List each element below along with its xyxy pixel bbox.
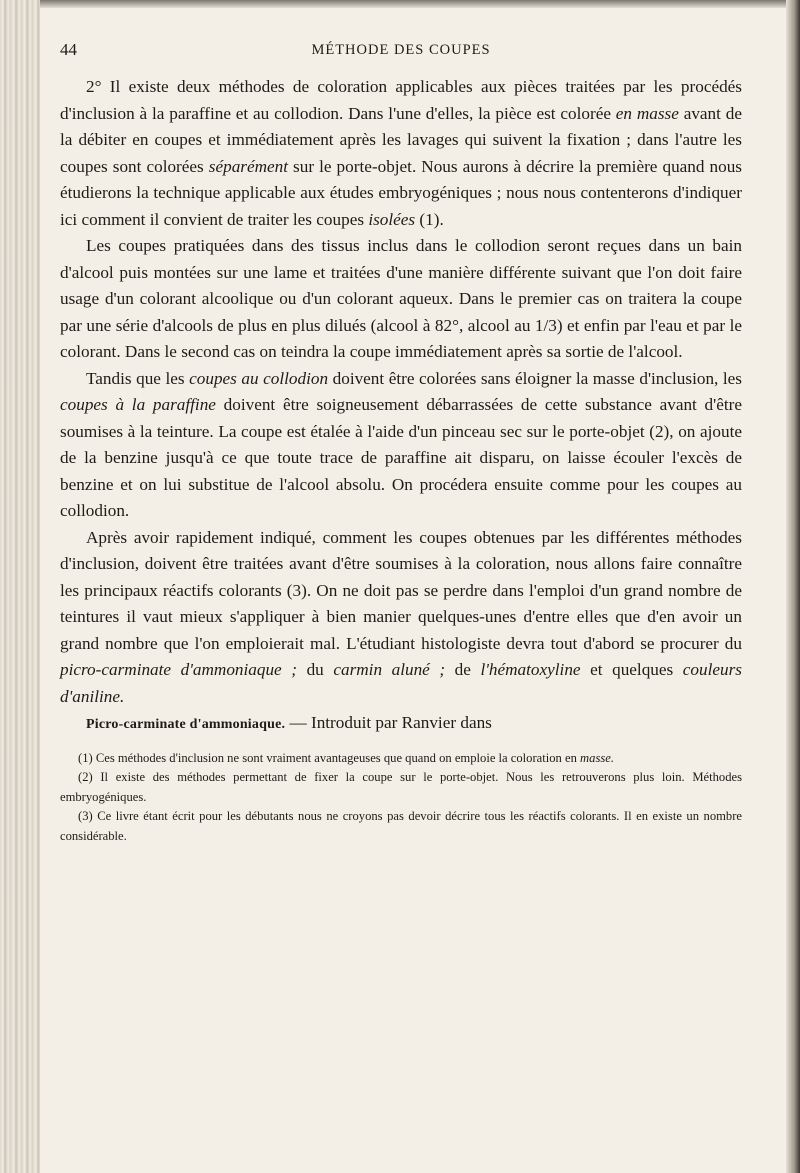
footnote-1: (1) Ces méthodes d'inclusion ne sont vraiment avantageuses que quand on emploie la coloration en masse. [78,750,614,765]
paragraph-staining-reagents: Après avoir rapidement indiqué, comment les coupes obtenues par les différentes méthodes d'inclusion, doivent être traitées avant d'être soumises à la coloration, nous allons faire connaître les principaux réactifs colorants (3). On ne doit pas se perdre dans l'emploi d'un grand nombre de teintures il vaut mieux s'appliquer à bien manier quelques-unes d'entre elles que d'en avoir un grand nombre que l'on emploierait mal. L'étudiant histologiste devra tout d'abord se procurer du picro-carminate d'ammoniaque ; du carmin aluné ; de l'hématoxyline et quelques couleurs d'aniline. [60,527,742,706]
footnote-2: (2) Il existe des méthodes permettant de fixer la coupe sur le porte-objet. Nous les retrouverons plus loin. Méthodes embryogéniques. [60,770,742,804]
paragraph-picro-carminate: Picro-carminate d'ammoniaque. — Introduit par Ranvier dans [86,713,492,732]
page-number: 44 [60,40,77,59]
footnote-3: (3) Ce livre étant écrit pour les débutants nous ne croyons pas devoir décrire tous les réactifs colorants. Il en existe un nombre considérable. [60,809,742,843]
paragraph-collodion-sections: Les coupes pratiquées dans des tissus inclus dans le collodion seront reçues dans un bain d'alcool puis montées sur une lame et traitées d'une manière différente suivant que l'on doit faire usage d'un colorant alcoolique ou d'un colorant aqueux. Dans le premier cas on traitera la coupe par une série d'alcools de plus en plus dilués (alcool à 82°, alcool au 1/3) et enfin par l'eau et par le colorant. Dans le second cas on teindra la coupe immédiatement après sa sortie de l'alcool. [60,236,742,361]
paragraph-coloration-methods: 2° Il existe deux méthodes de coloration applicables aux pièces traitées par les procédés d'inclusion à la paraffine et au collodion. Dans l'une d'elles, la pièce est colorée en masse avant de la débiter en coupes et immédiatement après les lavages qui suivent la fixation ; dans l'autre les coupes sont colorées séparément sur le porte-objet. Nous aurons à décrire la première quand nous étudierons la technique applicable aux études embryogéniques ; nous nous contenterons d'indiquer ici comment il convient de traiter les coupes isolées (1). [60,77,742,229]
paragraph-paraffin-sections: Tandis que les coupes au collodion doivent être colorées sans éloigner la masse d'inclusion, les coupes à la paraffine doivent être soigneusement débarrassées de cette substance avant d'être soumises à la teinture. La coupe est étalée à l'aide d'un pinceau sec sur le porte-objet (2), on ajoute de la benzine jusqu'à ce que toute trace de paraffine ait disparu, on laisse écouler l'excès de benzine et on lui substitue de l'alcool absolu. On procédera ensuite comme pour les coupes au collodion. [60,368,742,520]
page-top-edge [40,0,786,8]
book-gutter-shadow [0,0,40,1173]
page-right-edge [786,0,800,1173]
running-title: MÉTHODE DES COUPES [311,42,491,58]
page-header [60,40,742,66]
book-page [60,40,742,846]
footnotes [60,749,742,847]
